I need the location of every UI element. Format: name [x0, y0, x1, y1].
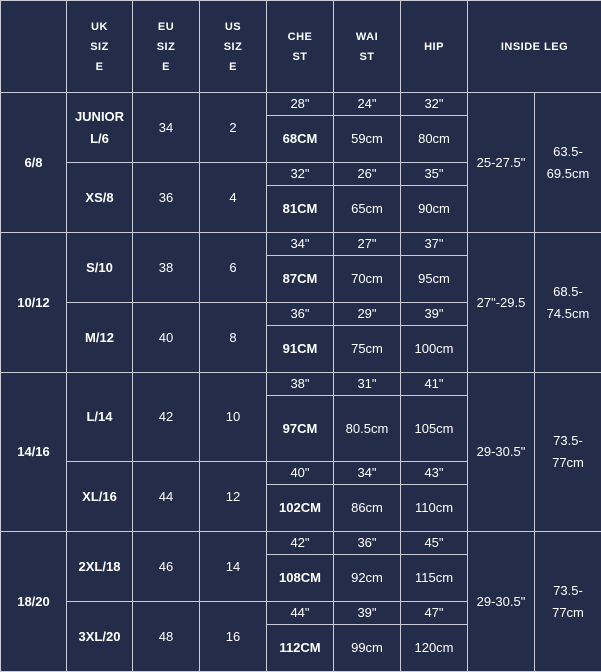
uk-size-text: 3XL/20: [69, 626, 130, 648]
eu-size-cell: 38: [133, 233, 200, 303]
chest-cm-cell: 112CM: [267, 625, 334, 672]
inside-leg-cm-cell: [535, 93, 601, 233]
hip-inch-cell: 37": [401, 233, 468, 256]
header-hip: HIP: [401, 1, 468, 93]
waist-cm-cell: 86cm: [334, 485, 401, 532]
hip-cm-cell: 100cm: [401, 326, 468, 373]
eu-size-cell: 42: [133, 373, 200, 462]
chest-inch-cell: 28": [267, 93, 334, 116]
chest-cm-cell: 87CM: [267, 256, 334, 303]
hip-inch-cell: 45": [401, 532, 468, 555]
us-size-cell: 16: [200, 602, 267, 672]
eu-size-cell: 40: [133, 303, 200, 373]
header-chest: CHE ST: [267, 1, 334, 93]
uk-size-text: JUNIOR: [69, 106, 130, 128]
inside-leg-cm-cell: [535, 532, 601, 672]
inside-leg-cm-cell: [535, 233, 601, 373]
waist-cm-cell: 59cm: [334, 116, 401, 163]
uk-size-cell: [67, 93, 133, 163]
waist-cm-cell: 92cm: [334, 555, 401, 602]
inside-leg-inch-cell: 29-30.5": [468, 532, 535, 672]
header-uk-size: UK SIZ E: [67, 1, 133, 93]
chest-inch-cell: 40": [267, 462, 334, 485]
hip-cm-cell: 95cm: [401, 256, 468, 303]
uk-size-text: L/6: [69, 128, 130, 150]
waist-inch-cell: 36": [334, 532, 401, 555]
header-blank: [1, 1, 67, 93]
inside-leg-cm-text: 77cm: [537, 602, 599, 624]
hip-cm-cell: 90cm: [401, 186, 468, 233]
waist-cm-cell: 99cm: [334, 625, 401, 672]
inside-leg-cm-text: 77cm: [537, 452, 599, 474]
inside-leg-inch-cell: 25-27.5": [468, 93, 535, 233]
size-group-label: 18/20: [1, 532, 67, 672]
uk-size-text: 2XL/18: [69, 556, 130, 578]
waist-inch-cell: 39": [334, 602, 401, 625]
chest-cm-cell: 91CM: [267, 326, 334, 373]
waist-cm-cell: 70cm: [334, 256, 401, 303]
waist-inch-cell: 31": [334, 373, 401, 396]
size-group-label: 10/12: [1, 233, 67, 373]
us-size-cell: 12: [200, 462, 267, 532]
eu-size-cell: 46: [133, 532, 200, 602]
hip-inch-cell: 43": [401, 462, 468, 485]
uk-size-cell: [67, 233, 133, 303]
inside-leg-cm-text: 73.5-: [537, 430, 599, 452]
eu-size-cell: 44: [133, 462, 200, 532]
uk-size-text: L/14: [69, 406, 130, 428]
header-inside-leg: INSIDE LEG: [468, 1, 601, 93]
inch-row: [1, 93, 601, 116]
chest-cm-cell: 108CM: [267, 555, 334, 602]
chest-inch-cell: 42": [267, 532, 334, 555]
uk-size-text: XL/16: [69, 486, 130, 508]
waist-cm-cell: 80.5cm: [334, 396, 401, 462]
size-group-label: 6/8: [1, 93, 67, 233]
waist-inch-cell: 27": [334, 233, 401, 256]
hip-cm-cell: 115cm: [401, 555, 468, 602]
header-us-size: US SIZ E: [200, 1, 267, 93]
uk-size-text: S/10: [69, 257, 130, 279]
uk-size-cell: [67, 373, 133, 462]
us-size-cell: 8: [200, 303, 267, 373]
hip-inch-cell: 39": [401, 303, 468, 326]
chest-cm-cell: 97CM: [267, 396, 334, 462]
uk-size-cell: [67, 163, 133, 233]
inside-leg-inch-cell: 29-30.5": [468, 373, 535, 532]
hip-cm-cell: 80cm: [401, 116, 468, 163]
hip-inch-cell: 35": [401, 163, 468, 186]
uk-size-cell: [67, 303, 133, 373]
waist-inch-cell: 26": [334, 163, 401, 186]
us-size-cell: 10: [200, 373, 267, 462]
inch-row: [1, 373, 601, 396]
hip-cm-cell: 110cm: [401, 485, 468, 532]
chest-cm-cell: 102CM: [267, 485, 334, 532]
chest-inch-cell: 32": [267, 163, 334, 186]
inside-leg-cm-text: 69.5cm: [537, 163, 599, 185]
hip-cm-cell: 105cm: [401, 396, 468, 462]
eu-size-cell: 34: [133, 93, 200, 163]
inside-leg-cm-text: 73.5-: [537, 580, 599, 602]
chest-cm-cell: 81CM: [267, 186, 334, 233]
chest-inch-cell: 36": [267, 303, 334, 326]
eu-size-cell: 48: [133, 602, 200, 672]
uk-size-cell: [67, 462, 133, 532]
uk-size-cell: [67, 602, 133, 672]
hip-inch-cell: 32": [401, 93, 468, 116]
inch-row: [1, 233, 601, 256]
hip-inch-cell: 41": [401, 373, 468, 396]
waist-inch-cell: 29": [334, 303, 401, 326]
uk-size-text: M/12: [69, 327, 130, 349]
us-size-cell: 6: [200, 233, 267, 303]
uk-size-cell: [67, 532, 133, 602]
us-size-cell: 2: [200, 93, 267, 163]
waist-cm-cell: 65cm: [334, 186, 401, 233]
inside-leg-cm-text: 63.5-: [537, 141, 599, 163]
inch-row: [1, 532, 601, 555]
waist-inch-cell: 34": [334, 462, 401, 485]
inside-leg-cm-text: 68.5-: [537, 281, 599, 303]
inside-leg-cm-text: 74.5cm: [537, 303, 599, 325]
uk-size-text: XS/8: [69, 187, 130, 209]
chest-inch-cell: 44": [267, 602, 334, 625]
chest-inch-cell: 34": [267, 233, 334, 256]
size-group-label: 14/16: [1, 373, 67, 532]
chest-inch-cell: 38": [267, 373, 334, 396]
us-size-cell: 14: [200, 532, 267, 602]
header-row: [1, 1, 601, 93]
inside-leg-cm-cell: [535, 373, 601, 532]
inside-leg-inch-cell: 27"-29.5: [468, 233, 535, 373]
waist-inch-cell: 24": [334, 93, 401, 116]
waist-cm-cell: 75cm: [334, 326, 401, 373]
hip-cm-cell: 120cm: [401, 625, 468, 672]
chest-cm-cell: 68CM: [267, 116, 334, 163]
us-size-cell: 4: [200, 163, 267, 233]
hip-inch-cell: 47": [401, 602, 468, 625]
eu-size-cell: 36: [133, 163, 200, 233]
header-eu-size: EU SIZ E: [133, 1, 200, 93]
header-waist: WAI ST: [334, 1, 401, 93]
